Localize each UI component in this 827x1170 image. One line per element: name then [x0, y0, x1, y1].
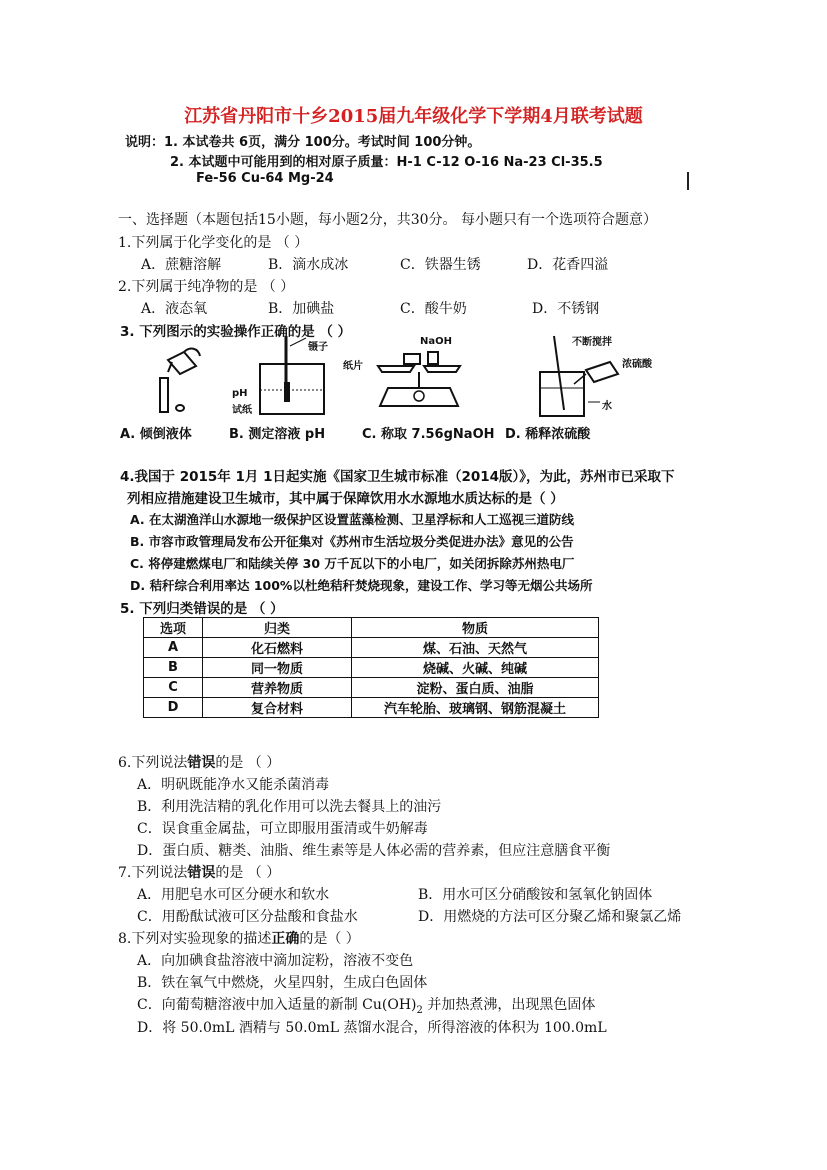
q7-option-c: C．用酚酞试液可区分盐酸和食盐水	[137, 909, 358, 925]
label-naoh: NaOH	[420, 336, 452, 347]
question-4-stem-line1: 4.我国于 2015年 1月 1日起实施《国家卫生城市标准（2014版）》，为此，苏州市已采取下	[120, 469, 675, 485]
table-header: 选项	[144, 618, 203, 638]
q1-option-a: A．蔗糖溶解	[141, 257, 222, 273]
table-cell: 营养物质	[203, 678, 352, 698]
q8-option-b: B．铁在氧气中燃烧，火星四射，生成白色固体	[137, 975, 428, 991]
question-6-stem	[118, 752, 280, 772]
q2-option-d: D．不锈钢	[532, 301, 600, 317]
q6-option-c: C．误食重金属盐，可立即服用蛋清或牛奶解毒	[137, 821, 428, 837]
table-cell: 烧碱、火碱、纯碱	[352, 658, 599, 678]
label-conc-acid: 浓硫酸	[622, 359, 652, 370]
table-row	[144, 678, 599, 698]
q6-option-d: D．蛋白质、糖类、油脂、维生素等是人体必需的营养素，但应注意膳食平衡	[137, 843, 611, 859]
q7-option-b: B．用水可区分硝酸铵和氢氧化钠固体	[418, 887, 653, 903]
q1-option-c: C．铁器生锈	[400, 257, 481, 273]
table-cell: D	[144, 698, 203, 718]
table-header-row	[144, 618, 599, 638]
table-row	[144, 638, 599, 658]
table-cell: A	[144, 638, 203, 658]
table-header: 归类	[203, 618, 352, 638]
label-paper-piece: 纸片	[343, 361, 363, 372]
q8-option-a: A．向加碘食盐溶液中滴加淀粉，溶液不变色	[137, 953, 414, 969]
stem-emphasis: 正确	[271, 931, 300, 947]
label-stir: 不断搅拌	[572, 337, 612, 348]
stem-emphasis: 错误	[187, 865, 216, 881]
label-ph: pH	[232, 388, 248, 399]
q8-option-d: D．将 50.0mL 酒精与 50.0mL 蒸馏水混合，所得溶液的体积为 100.0mL	[137, 1020, 607, 1036]
q4-option-d: D. 秸秆综合利用率达 100%以杜绝秸秆焚烧现象，建设工作、学习等无烟公共场所	[130, 578, 593, 593]
classification-table	[143, 617, 599, 718]
stem-suffix: 的是 （ ）	[215, 755, 281, 771]
stem-prefix: 6.下列说法	[118, 755, 188, 771]
table-cell: 煤、石油、天然气	[352, 638, 599, 658]
page-title: 江苏省丹阳市十乡2015届九年级化学下学期4月联考试题	[184, 106, 643, 127]
q4-option-b: B. 市容市政管理局发布公开征集对《苏州市生活垃圾分类促进办法》意见的公告	[130, 534, 574, 549]
stem-suffix: 的是（ ）	[299, 931, 360, 947]
table-cell: 化石燃料	[203, 638, 352, 658]
q6-option-a: A．明矾既能净水又能杀菌消毒	[137, 777, 330, 793]
q4-option-c: C. 将停建燃煤电厂和陆续关停 30 万千瓦以下的小电厂，如关闭拆除苏州热电厂	[130, 556, 575, 571]
q1-option-d: D．花香四溢	[527, 257, 609, 273]
table-header: 物质	[352, 618, 599, 638]
q3-option-c: C. 称取 7.56gNaOH	[362, 427, 495, 442]
table-row	[144, 658, 599, 678]
q2-option-a: A．液态氧	[141, 301, 208, 317]
subscript: 2	[416, 1004, 423, 1016]
note-line-1: 说明：1. 本试卷共 6页，满分 100分。考试时间 100分钟。	[125, 135, 481, 150]
question-7-stem	[118, 862, 280, 882]
table-cell: 汽车轮胎、玻璃钢、钢筋混凝土	[352, 698, 599, 718]
table-cell: 淀粉、蛋白质、油脂	[352, 678, 599, 698]
table-cell: 同一物质	[203, 658, 352, 678]
q3-option-a: A. 倾倒液体	[120, 427, 192, 442]
q2-option-c: C．酸牛奶	[400, 301, 467, 317]
q3-option-d: D. 稀释浓硫酸	[505, 427, 591, 442]
question-1-stem: 1.下列属于化学变化的是 （ ）	[118, 235, 309, 251]
q6-option-b: B．利用洗洁精的乳化作用可以洗去餐具上的油污	[137, 799, 442, 815]
question-4-stem-line2: 列相应措施建设卫生城市，其中属于保障饮用水水源地水质达标的是（ ）	[127, 491, 564, 507]
q3-option-b: B. 测定溶液 pH	[229, 427, 326, 442]
q1-option-b: B．滴水成冰	[268, 257, 349, 273]
label-test-paper: 试纸	[232, 405, 252, 416]
q2-option-b: B．加碘盐	[268, 301, 335, 317]
stem-prefix: 8.下列对实验现象的描述	[118, 931, 272, 947]
note-line-3: Fe-56 Cu-64 Mg-24	[196, 171, 334, 186]
table-cell: B	[144, 658, 203, 678]
stem-emphasis: 错误	[187, 755, 216, 771]
q7-option-d: D．用燃烧的方法可区分聚乙烯和聚氯乙烯	[418, 909, 682, 925]
option-text: 并加热煮沸，出现黑色固体	[422, 997, 596, 1013]
q4-option-a: A. 在太湖渔洋山水源地一级保护区设置蓝藻检测、卫星浮标和人工巡视三道防线	[130, 512, 575, 527]
table-row	[144, 698, 599, 718]
question-8-stem	[118, 928, 360, 948]
option-text: C．向葡萄糖溶液中加入适量的新制 Cu(OH)	[137, 997, 417, 1013]
figure-pouring-liquid	[150, 332, 220, 417]
question-3-stem: 3. 下列图示的实验操作正确的是 （ ）	[120, 324, 352, 340]
margin-mark	[687, 172, 689, 190]
label-water: 水	[602, 401, 612, 412]
stem-suffix: 的是 （ ）	[215, 865, 281, 881]
label-tweezers: 镊子	[308, 342, 328, 353]
question-2-stem: 2.下列属于纯净物的是 （ ）	[118, 279, 295, 295]
stem-prefix: 7.下列说法	[118, 865, 188, 881]
table-cell: 复合材料	[203, 698, 352, 718]
question-5-stem: 5. 下列归类错误的是 （ ）	[120, 601, 284, 617]
section-heading: 一、选择题（本题包括15小题，每小题2分，共30分。 每小题只有一个选项符合题意）	[118, 212, 657, 228]
q8-option-c	[137, 994, 595, 1016]
note-line-2: 2. 本试题中可能用到的相对原子质量：H-1 C-12 O-16 Na-23 Cl-35.5	[170, 155, 603, 170]
table-cell: C	[144, 678, 203, 698]
q7-option-a: A．用肥皂水可区分硬水和软水	[137, 887, 330, 903]
